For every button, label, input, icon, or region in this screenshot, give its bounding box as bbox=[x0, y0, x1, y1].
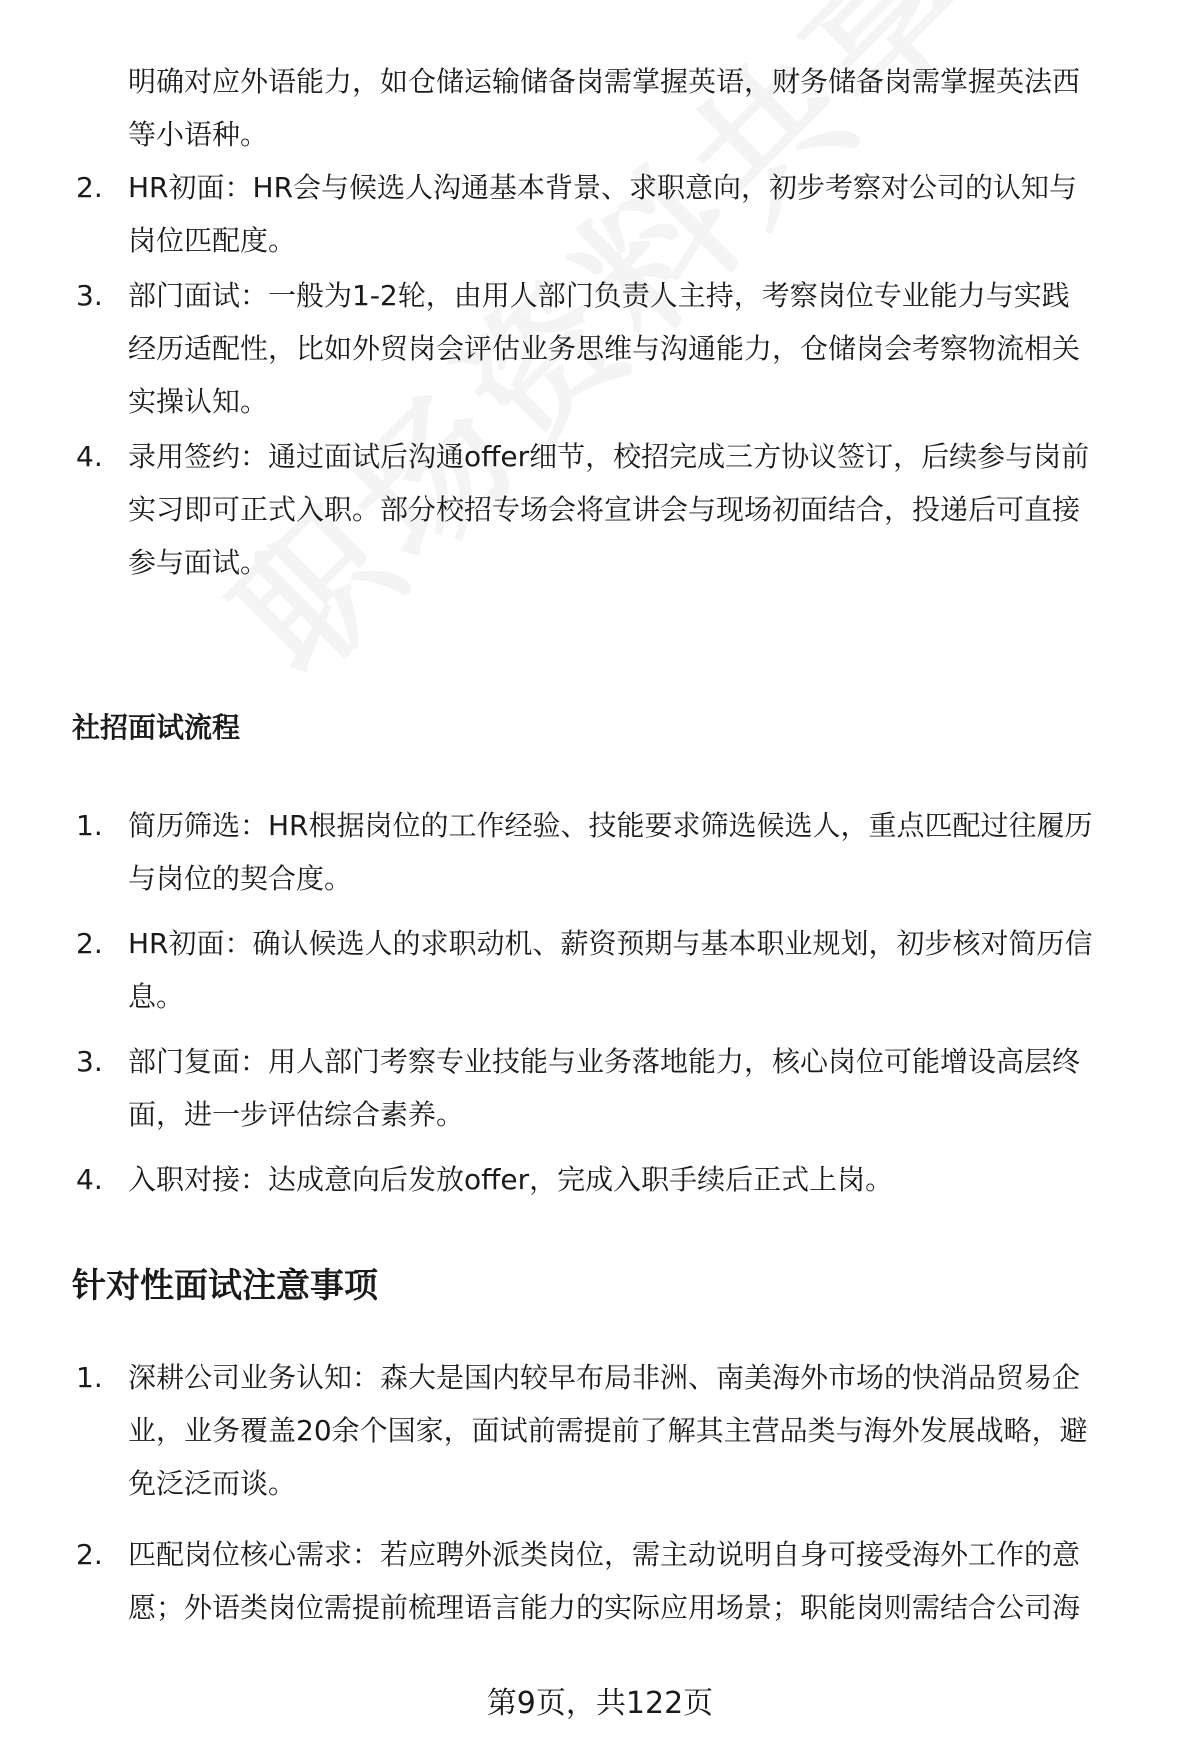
list-number: 1. bbox=[76, 1361, 103, 1394]
list-number: 2. bbox=[76, 171, 103, 204]
list-item-line: 息。 bbox=[128, 980, 185, 1013]
list-item-line: 简历筛选：HR根据岗位的工作经验、技能要求筛选候选人，重点匹配过往履历 bbox=[128, 809, 1093, 842]
list-item-line: 部门复面：用人部门考察专业技能与业务落地能力，核心岗位可能增设高层终 bbox=[128, 1045, 1081, 1078]
list-item-line: 实习即可正式入职。部分校招专场会将宣讲会与现场初面结合，投递后可直接 bbox=[128, 493, 1081, 526]
list-number: 4. bbox=[76, 440, 103, 473]
list-item-line: 参与面试。 bbox=[128, 546, 269, 579]
section-heading-social: 社招面试流程 bbox=[72, 711, 241, 744]
list-number: 4. bbox=[76, 1163, 103, 1196]
list-item-line: 面，进一步评估综合素养。 bbox=[128, 1098, 465, 1131]
list-item-line: 岗位匹配度。 bbox=[128, 224, 297, 257]
intro-line-1: 明确对应外语能力，如仓储运输储备岗需掌握英语，财务储备岗需掌握英法西 bbox=[128, 65, 1081, 98]
list-item-line: HR初面：确认候选人的求职动机、薪资预期与基本职业规划，初步核对简历信 bbox=[128, 927, 1093, 960]
list-item-line: 愿；外语类岗位需提前梳理语言能力的实际应用场景；职能岗则需结合公司海 bbox=[128, 1591, 1081, 1624]
intro-line-2: 等小语种。 bbox=[128, 118, 269, 151]
list-item-line: 免泛泛而谈。 bbox=[128, 1467, 297, 1500]
list-number: 2. bbox=[76, 1538, 103, 1571]
list-item-line: 业，业务覆盖20余个国家，面试前需提前了解其主营品类与海外发展战略，避 bbox=[128, 1414, 1088, 1447]
page-footer: 第9页，共122页 bbox=[486, 1686, 714, 1721]
list-number: 2. bbox=[76, 927, 103, 960]
section-heading-tips: 针对性面试注意事项 bbox=[72, 1266, 378, 1306]
list-item-line: 入职对接：达成意向后发放offer，完成入职手续后正式上岗。 bbox=[128, 1163, 894, 1196]
list-item-line: 部门面试：一般为1-2轮，由用人部门负责人主持，考察岗位专业能力与实践 bbox=[128, 279, 1070, 312]
list-item-line: 经历适配性，比如外贸岗会评估业务思维与沟通能力，仓储岗会考察物流相关 bbox=[128, 332, 1081, 365]
list-item-line: 与岗位的契合度。 bbox=[128, 862, 353, 895]
list-item-line: 实操认知。 bbox=[128, 385, 269, 418]
list-item-line: 匹配岗位核心需求：若应聘外派类岗位，需主动说明自身可接受海外工作的意 bbox=[128, 1538, 1081, 1571]
list-number: 3. bbox=[76, 279, 103, 312]
list-item-line: 录用签约：通过面试后沟通offer细节，校招完成三方协议签订，后续参与岗前 bbox=[128, 440, 1090, 473]
list-number: 3. bbox=[76, 1045, 103, 1078]
list-item-line: HR初面：HR会与候选人沟通基本背景、求职意向，初步考察对公司的认知与 bbox=[128, 171, 1078, 204]
list-number: 1. bbox=[76, 809, 103, 842]
list-item-line: 深耕公司业务认知：森大是国内较早布局非洲、南美海外市场的快消品贸易企 bbox=[128, 1361, 1081, 1394]
